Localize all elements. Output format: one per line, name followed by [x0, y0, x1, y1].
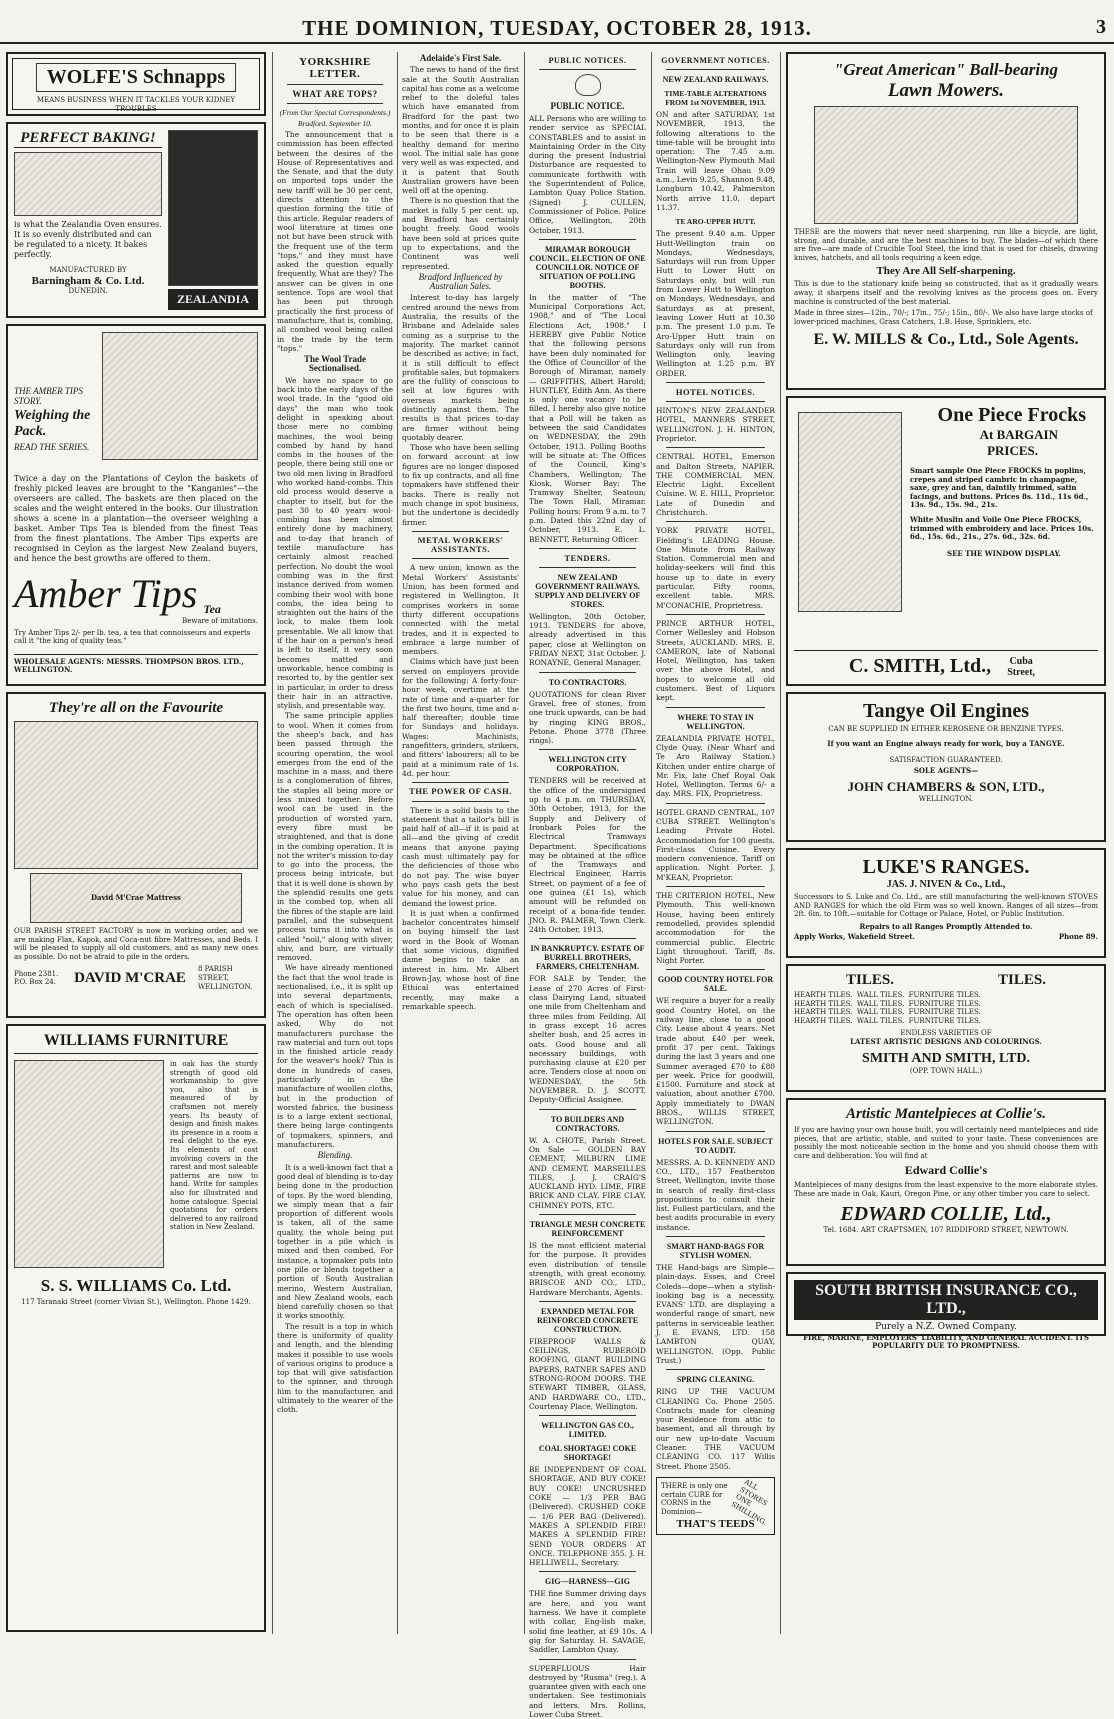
tiles-endless: ENDLESS VARIETIES OF: [900, 1029, 992, 1038]
paragraph: The same principle applies to wool. When it comes from the sheep's back, and has been passed through the scouring operation, the wool emerges from the end of the machine in a mass, and there is a conglomeration of fibres, the staples all being more or less mixed together. Before wool can be used in the production of worsted yarn, every fibre must be straightened, and that is done in the combing operation. It is not the writer's mission to-day to go into the process, the process being intricate, but that it is well done is shown by the splendid results one gets in the combed top, when all the fibres of the staple are laid parallel, and the subsequent process turns it into what is called "noil," along with sliver, shiv, and burr, are virtually removed.: [277, 711, 393, 963]
zealandia-hotel: ZEALANDIA PRIVATE HOTEL, Clyde Quay. (Near Wharf and Te Aro Railway Station.) Kitchen under entire charge of Mr. Fix, late Chef Royal Oak Hotel, Wellington. Terms 6/- a day. MRS. FIX, Proprietress.: [656, 733, 775, 799]
frocks-brand: C. SMITH, Ltd.,: [848, 655, 992, 677]
lukes-repairs: Repairs to all Ranges Promptly Attended to.: [859, 921, 1033, 931]
lukes-ranges-ad: [786, 848, 1106, 958]
handbags-text: THE Hand-bags are Simple—plain-days. Esses, and Creel Coleds—dope—when a stylish-looking bag is a necessity. EVANS' LTD. are displaying a wonderful range of smart, new patterns in serviceable leather. J. E. EVANS, LTD. 158 LAMBTON QUAY, WELLINGTON. (Opp. Public Trust.): [656, 1262, 775, 1365]
amber-beware: Beware of imitations.: [182, 617, 258, 625]
tangye-sub: CAN BE SUPPLIED IN EITHER KEROSENE OR BENZINE TYPES.: [828, 725, 1064, 733]
bankruptcy-title: IN BANKRUPTCY. ESTATE OF BURRELL BROTHERS, FARMERS, CHELTENHAM.: [530, 944, 645, 972]
section-heading: THE POWER OF CASH.: [409, 786, 512, 797]
zealandia-oven-ad: [6, 122, 266, 318]
article-body: [277, 130, 393, 1415]
good-hotel-title: GOOD COUNTRY HOTEL FOR SALE.: [657, 975, 774, 994]
column-yorkshire-letter: [277, 52, 393, 1634]
central-hotel: CENTRAL HOTEL, Emerson and Dalton Streets, NAPIER. THE COMMERCIAL MEN. Electric Light. Excellent Cuisine. W. E. HILL, Proprietor. Late of Dunedin and Christchurch.: [656, 452, 775, 517]
tangye-city: WELLINGTON.: [918, 795, 974, 804]
insurance-sub: Purely a N.Z. Owned Company.: [875, 1322, 1017, 1332]
lukes-apply: Apply Works, Wakefield Street.: [794, 932, 915, 942]
collie-copy2: Mantelpieces of many designs from the least expensive to the more elaborate styles. These are made in Oak, Kauri, Oregon Pine, or any other timber you care to select.: [794, 1181, 1098, 1198]
column-ads-right: [786, 52, 1106, 1634]
teeds-side: ALL STORES ONE SHILLING.: [729, 1477, 769, 1527]
stay-title: WHERE TO STAY IN WELLINGTON.: [677, 712, 754, 731]
insurance-title: SOUTH BRITISH INSURANCE CO., LTD.,: [794, 1280, 1098, 1320]
collie-copy: If you are having your own house built, you will certainly need mantelpieces and side pieces, that are artistic, stable, and suited to your taste. These conveniences are possibly the most noticeable section in the home and you should choose them with care and deliberation. You will find at: [794, 1126, 1098, 1160]
column-public-notices: [529, 52, 646, 1719]
favourite-copy: OUR PARISH STREET FACTORY is now in working order, and we are making Flax, Kapok, and Coca-nut fibre Mattresses, and Beds. I will be pleased to supply all old customers, and as many new ones as possible. Do not be afraid to pile in the orders.: [14, 927, 258, 961]
mowers-self-sharpening: They Are All Self-sharpening.: [876, 265, 1016, 278]
rail-tender-title: NEW ZEALAND GOVERNMENT RAILWAYS. SUPPLY AND DELIVERY OF STORES.: [534, 572, 641, 609]
section-heading: The Wool Trade Sectionalised.: [303, 354, 366, 374]
good-hotel-text: WE require a buyer for a really good Country Hotel, on the railway line, close to a good City. Lease about 4 years. Net trade about £40 per week, profit 37 per cent. Takings during the last 3 years and one Summer averaged £70 to £80 per week. Price for goodwill, £1500. Furniture and stock at valuation, about another £700. Apply immediately to DWAN BROS., WILLIS STREET, WELLINGTON.: [656, 996, 775, 1127]
contractors-text: QUOTATIONS for clean River Gravel, free of stones, from one truck upwards, can be had by ringing KING BROS., Petone. Phone 3778 (Three rings).: [529, 689, 646, 746]
timetable-title: TIME-TABLE ALTERATIONS FROM 1st NOVEMBER, 1913.: [664, 89, 767, 107]
wolfe-brand: WOLFE'S Schnapps: [36, 63, 236, 92]
article-subtitle: WHAT ARE TOPS?: [292, 89, 378, 99]
tiles-row: HEARTH TILES. WALL TILES. FURNITURE TILES.: [794, 1016, 981, 1025]
builders-title: TO BUILDERS AND CONTRACTORS.: [550, 1114, 625, 1133]
williams-address: 117 Taranaki Street (corner Vivian St.), Wellington. Phone 1429.: [21, 1298, 251, 1306]
tangye-guaranteed: SATISFACTION GUARANTEED.: [889, 756, 1003, 765]
tenders-title: TENDERS.: [564, 552, 611, 563]
wcc-text: TENDERS will be received at the office of the undersigned up to 4 p.m. on THURSDAY, 30th October, 1913, for the Supply and Delivery of Ironbark Poles for the Electrical Tramways Department. Specifications may be obtained at the office of the Tramways and Electrical Engineer, Harris Street, on payment of a fee of one guinea (£1 1s), which amount will be refunded on receipt of a bona-fide tender. JNO. R. PALMER, Town Clerk. 24th October, 1913.: [529, 776, 646, 935]
tiles-row: HEARTH TILES. WALL TILES. FURNITURE TILES.: [794, 991, 981, 999]
paragraph: It is just when a confirmed bachelor concentrates himself on buying himself the last word in the Book of Woman that some vicious, dignified dame begins to take an interest in him. Mr. Albert Brown-Jay, whose host of fine Ethical was entertained recently, may make a remarkable speech.: [402, 908, 519, 1011]
paragraph: Those who have been selling on forward account at low figures are no longer disposed to fix up contracts, and all fine topmakers have stiffened their backs. There is really not much change in spot business, but the undertone is decidedly firmer.: [402, 443, 519, 527]
gas-subtitle: COAL SHORTAGE! COKE SHORTAGE!: [538, 1444, 637, 1463]
article-dateline: Bradford, September 10.: [298, 119, 372, 128]
upper-hutt-title: TE ARO-UPPER HUTT.: [675, 217, 756, 227]
coat-of-arms-icon: [575, 74, 601, 96]
article-body: [402, 54, 519, 1011]
paragraph: It is a well-known fact that a good deal of blending is to-day being done in the production of tops. By the word blending, we simply mean that a fair proportion of different wools is taken, all of the same quality, the whole being put together in a pile which is mixed and then combed. For instance, a topmaker puts into one pile or blends together a portion of South Australian merino, Western Australian, and New Zealand wools, each blend carefully chosen so that it works smoothly.: [277, 1162, 393, 1321]
zealandia-copy: is what the Zealandia Oven ensures. It is so evenly distributed and can be regulated to a nicety. It bakes perfectly.: [14, 220, 162, 259]
collie-footer: Tel. 1684. ART CRAFTSMEN, 107 RIDDIFORD STREET, NEWTOWN.: [823, 1225, 1069, 1234]
rail-tender-text: Wellington, 20th October, 1913. TENDERS for above, already advertised in this paper, close at Wellington on FRIDAY NEXT, 31st October. J. RONAYNE, General Manager.: [529, 611, 646, 668]
bankruptcy-text: FOR SALE by Tender, the Lease of 270 Acres of First-class Dairying Land, situated one mile from Cheltenham and three miles from Feilding. All in grass except 16 acres shelter bush, and 25 acres in oats. Good house and all necessary buildings, with purchasing clause at £20 per acre. Tenders close at noon on WEDNESDAY, the 5th NOVEMBER. D. J. SCOTT, Deputy-Official Assignee.: [529, 974, 646, 1105]
mower-illustration: [814, 106, 1078, 224]
paragraph: The result is a top in which there is uniformity of quality and length, and the blending makes it possible to use wools of various origins to produce a top that will give satisfaction to the spinner, and through him to the manufacturer, and ultimately to the wearer of the cloth.: [277, 1321, 393, 1415]
gig-text: THE fine Summer driving days are here, and you want harness. We have it complete with collar, Eng-lish make, solid fine leather, at £9 10s. A gig for Saturday. H. SAVAGE, Saddler, Lambton Quay.: [529, 1589, 646, 1655]
section-heading: Adelaide's First Sale.: [419, 53, 502, 63]
frocks-sub2: PRICES.: [987, 443, 1038, 458]
frock-illustration: [798, 412, 902, 612]
paragraph: A new union, known as the Metal Workers' Assistants' Union, has been formed and registered in Wellington. It comprises workers in some thirty different occupations connected with the metal trades, and it is expected to embrace a large number of members.: [402, 563, 519, 657]
williams-copy: in oak has the sturdy strength of good old workmanship to give you, also that is measured of by craftsmen not merely years. Its beauty of design and finish makes its presence in a room a real delight to the eye. Its elements of cost involving covers in the rarest and most saleable patterns are now to hand. Write for samples also for illustrated and home catalogue. Special quotations for orders delivered to any railroad station in New Zealand.: [170, 1060, 258, 1232]
mowers-headline2: Lawn Mowers.: [887, 80, 1005, 101]
collie-mantelpieces-ad: [786, 1098, 1106, 1266]
mattress-label: David M'Crae Mattress: [90, 893, 181, 902]
section-heading: Blending.: [317, 1150, 353, 1161]
masthead: [0, 14, 1114, 44]
hotels-audit-text: MESSRS. A. D. KENNEDY AND CO., LTD., 157 Featherston Street, Wellington, invite those in search of really first-class propositions to consult their list. Fullest particulars, and the best audits procurable in every instance.: [656, 1157, 775, 1232]
york-hotel: YORK PRIVATE HOTEL, Fielding's LEADING House. One Minute from Railway Station. Commercial men and holiday-seekers will find this house up to date in every particular. Fifty rooms, excellent table. MRS. M'CONACHIE, Proprietress.: [656, 526, 775, 610]
zealandia-product: ZEALANDIA: [168, 289, 258, 310]
one-piece-frocks-ad: [786, 396, 1106, 686]
handbags-title: SMART HAND-BAGS FOR STYLISH WOMEN.: [666, 1241, 765, 1260]
mcrae-phone: Phone 2381. P.O. Box 24.: [14, 969, 59, 987]
tiles-ad: [786, 964, 1106, 1092]
gig-title: GIG—HARNESS—GIG: [545, 1577, 630, 1587]
wolfe-schnapps-ad: [6, 52, 266, 116]
paragraph: Interest to-day has largely centred around the news from Australia, the results of the Brisbane and Adelaide sales coming as a surprise to the majority. The market cannot be described as active; in fact, it is still difficult to effect profitable sales, but topmakers are the fullity of conscious to sell at low figures with overseas markets being distinctly against them. The results is that prices to-day are firmer without being quotably dearer.: [402, 293, 519, 442]
section-heading: METAL WORKERS' ASSISTANTS.: [417, 534, 504, 555]
column-government-hotels: [656, 52, 775, 1634]
mcrae-brand: DAVID M'CRAE: [74, 969, 186, 986]
amber-heading: Weighing the Pack.: [14, 408, 91, 439]
tangye-agents: JOHN CHAMBERS & SON, LTD.,: [847, 779, 1045, 795]
wcc-title: WELLINGTON CITY CORPORATION.: [548, 755, 627, 774]
collie-brand: EDWARD COLLIE, Ltd.,: [840, 1202, 1052, 1225]
masthead-title: THE DOMINION, TUESDAY, OCTOBER 28, 1913.: [302, 16, 812, 40]
tiles-latest: LATEST ARTISTIC DESIGNS AND COLOURINGS.: [850, 1036, 1042, 1046]
tangye-title: Tangye Oil Engines: [863, 700, 1029, 722]
police-notice-title: PUBLIC NOTICE.: [550, 101, 625, 111]
gas-title: WELLINGTON GAS CO., LIMITED.: [541, 1421, 634, 1440]
mesh-title: TRIANGLE MESH CONCRETE REINFORCEMENT: [529, 1220, 646, 1239]
amber-brand: Amber Tips: [14, 571, 198, 616]
zealandia-headline: PERFECT BAKING!: [14, 130, 162, 148]
paragraph: There is no question that the market is fully 5 per cent. up, and Bradford has certainly bought freely. Good wools have been sold at prices quite up to expectations, and the Continent was well represented.: [402, 196, 519, 271]
bedroom-illustration: [14, 721, 258, 869]
hotel-notices-title: HOTEL NOTICES.: [675, 387, 756, 398]
frocks-display: SEE THE WINDOW DISPLAY.: [947, 548, 1061, 558]
tiles-row: HEARTH TILES. WALL TILES. FURNITURE TILES.: [794, 1008, 981, 1017]
police-notice-text: ALL Persons who are willing to render service as SPECIAL CONSTABLES and to assist in Maintaining Order in the City during the present Industrial Disturbance are requested to communicate forthwith with the Superintendent of Police, Lambton Quay Police Station. (Signed) J. CULLEN, Commissioner of Police. Police Office, Wellington, 20th October, 1913.: [529, 114, 646, 235]
lawn-mowers-ad: [786, 52, 1106, 390]
amber-trial: Try Amber Tips 2/- per lb. tea, a tea that connoisseurs and experts call it "the king of quality teas.": [14, 628, 251, 646]
lukes-title: LUKE'S RANGES.: [862, 856, 1030, 878]
frocks-address: Cuba Street,: [1007, 655, 1036, 678]
council-notice-text: In the matter of "The Municipal Corporations Act, 1908," and of "The Local Elections Act, 1908." I HEREBY give Public Notice that the following persons have been duly nominated for the Office of Councillor of the Borough of Miramar, namely — GRIFFITHS, Albert Harold; HUNTLEY, Edith Ann. As there is only one vacancy to be filled, I hereby also give notice that a Poll will be taken as between the said Candidates on WEDNESDAY, the 29th October, 1913. Polling Booths will be situate at: The Offices of the Council, King's Chambers, Wellington; The Kiosk, Worser Bay; The Tramway Shelter, Seatoun; The Town Hall, Miramar. Polling hours: From 9 a.m. to 7 p.m. Dated this 22nd day of October, 1913. E. L. BENNETT, Returning Officer.: [529, 292, 646, 544]
mcrae-address: 8 PARISH STREET, WELLINGTON.: [198, 965, 253, 991]
page-number: 3: [1096, 16, 1106, 38]
tiles-address: (OPP. TOWN HALL.): [909, 1066, 983, 1075]
mowers-copy2: This is due to the stationary knife being so constructed, that as it gradually wears away, it sharpens itself and the revolving knives as the process goes on. Every machine is constructed of the best material.: [794, 280, 1098, 306]
south-british-insurance-ad: [786, 1272, 1106, 1351]
mowers-headline: "Great American" Ball-bearing: [833, 60, 1059, 79]
hotels-audit-title: HOTELS FOR SALE. SUBJECT TO AUDIT.: [658, 1136, 773, 1155]
amber-copy: Twice a day on the Plantations of Ceylon the baskets of freshly picked leaves are brought to the "Kanganies"—the overseers are called. The baskets are then placed on the scales and the weight entered in the books. Our illustration shows a scene in a plantation—the overseer weighing a basket. Amber Tips Tea is blended from the finest Teas from the finest plantations. The Amber Tips experts are recognised in Ceylon as the largest New Zealand buyers, and hence the best growths are offered to them.: [14, 474, 258, 563]
nzr-title: NEW ZEALAND RAILWAYS.: [662, 75, 769, 84]
amber-tips-tea-ad: [6, 324, 266, 686]
metal-text: FIREPROOF WALLS & CEILINGS, RUBEROID ROOFING, GIANT BUILDING PAPERS, RATNER SAFES AND STRONG-ROOM DOORS. THE STEWART TIMBER, GLASS, AND HARDWARE CO., LTD., Courtenay Place, Wellington.: [529, 1336, 646, 1411]
frocks-copy2: White Muslin and Voile One Piece FROCKS, trimmed with embroidery and lace. Prices 10s. 6d., 15s. 6d., 21s., 27s. 6d., 32s. 6d.: [910, 514, 1094, 542]
frocks-sub1: At BARGAIN: [979, 427, 1058, 442]
paragraph: The news to hand of the first sale at the South Australian capital has come as a welcome relief to the doleful tales which have emanated from Bradford for the past two months, and for once it is plain to be seen that there is a healthy demand for merino wool. The initial sale has gone very well as was expected, and it is patent that South Australian growers have been well off at the opening.: [402, 65, 519, 196]
grand-central-hotel: HOTEL GRAND CENTRAL, 107 CUBA STREET. Wellington's Leading Private Hotel. Accommodation for 100 guests. First-class Cuisine. Every modern convenience. Tariff on application. Night Porter. J. M'KEAN, Proprietor.: [656, 807, 775, 882]
tiles-title-right: TILES.: [998, 972, 1046, 988]
hinton-hotel: HINTON'S NEW ZEALANDER HOTEL, MANNERS STREET, WELLINGTON. J. H. HINTON, Proprietor.: [656, 406, 775, 443]
favourite-headline: They're all on the Favourite: [48, 700, 224, 716]
amber-agents: WHOLESALE AGENTS: MESSRS. THOMPSON BROS. LTD., WELLINGTON.: [14, 654, 258, 675]
mattress-illustration: [30, 873, 242, 923]
tangye-oil-engines-ad: [786, 692, 1106, 842]
zealandia-oven-illustration: [168, 130, 258, 286]
lukes-copy: Successors to S. Luke and Co. Ltd., are still manufacturing the well-known STOVES AND RANGES for which the old Firm was so well known. Ranges of all sizes—from 2ft. 6in. to 10ft.—suitable for Cottage or Palace, Hotel, or Public Institution.: [794, 893, 1098, 919]
mowers-copy: THESE are the mowers that never need sharpening, run like a bicycle, are light, strong, and durable, and are the best machines to buy. The blades—of which there are five—are made of Crucible Tool Steel, the kind that is used for chisels, drawing knives, hatchets, and all tools requiring a keen edge.: [794, 228, 1098, 262]
williams-company: S. S. WILLIAMS Co. Ltd.: [40, 1276, 232, 1295]
gas-text: BE INDEPENDENT OF COAL SHORTAGE, AND BUY COKE! BUY COKE! UNCRUSHED COKE — 1/3 PER BAG (Delivered). CRUSHED COKE — 1/6 PER BAG (Delivered). MAKES A SPLENDID FIRE! MAKES A SPLENDID FIRE! SEND YOUR ORDERS AT ONCE. TELEPHONE 355. J. H. HELLIWELL, Secretary.: [529, 1465, 646, 1568]
mesh-text: IS the most efficient material for the purpose. It provides even distribution of tensile strength, with great economy. BRISCOE AND CO., LTD., Hardware Merchants, Agents.: [529, 1241, 646, 1297]
spring-title: SPRING CLEANING.: [676, 1375, 755, 1385]
david-mcrae-mattress-ad: [6, 692, 266, 1018]
plantation-illustration: [102, 332, 258, 460]
tiles-row: HEARTH TILES. WALL TILES. FURNITURE TILES.: [794, 999, 981, 1008]
teeds-brand: THAT'S TEEDS: [676, 1518, 755, 1531]
collie-name: Edward Collie's: [904, 1163, 988, 1178]
tangye-agents-label: SOLE AGENTS—: [913, 765, 979, 775]
zealandia-city: DUNEDIN.: [68, 286, 108, 295]
gov-notices-title: GOVERNMENT NOTICES.: [661, 56, 770, 65]
baker-illustration: [14, 152, 162, 216]
article-byline: (From Our Special Correspondents.): [279, 108, 391, 117]
williams-brand: WILLIAMS FURNITURE: [14, 1032, 258, 1054]
paragraph: We have no space to go back into the early days of the wool trade. In the "good old days" the man who took delight in speaking about those mere no combing machines, the wool being combed by hand by hand combs in the houses of the people, there being still one or two old men living in Bradford who worked hand-combs. This old process would deserve a chapter to itself, but for the past 30 to 40 years wool-combing has been almost entirely done by machinery, and to-day that branch of textile manufacture has certainly almost reached perfection. No doubt the wool combing was in the first instance derived from women combing their wool with bone combs, the idea being to straighten out the hairs of the lock, to make them look presentable. We all know that if the hair on a person's head is left to itself, it very soon becomes matted and unworkable, hence combing is resorted to, by the gentler sex in particular, in order to dress their hair in an attractive, stylish, and presentable way.: [277, 375, 393, 711]
zealandia-maker-label: MANUFACTURED BY: [49, 266, 127, 274]
hair-text: SUPERFLUOUS Hair destroyed by "Rusma" (reg.). A guarantee given with each one undertaken. See testimonials and letters. Mrs. Rollins, Lower Cuba Street.: [529, 1663, 646, 1719]
mowers-agent: E. W. MILLS & Co., Ltd., Sole Agents.: [813, 331, 1079, 349]
public-notices-title: PUBLIC NOTICES.: [548, 56, 627, 65]
insurance-lines: FIRE, MARINE, EMPLOYERS' LIABILITY, AND GENERAL ACCIDENT. ITS POPULARITY DUE TO PROMPTNESS.: [803, 1332, 1089, 1351]
criterion-hotel: THE CRITERION HOTEL, New Plymouth. This well-known House, having been entirely remodelled, provides splendid accommodation for the commercial public. Electric Light throughout. Tariff, 8s. Night Porter.: [656, 891, 775, 966]
tiles-title-left: TILES.: [846, 972, 894, 988]
paragraph: Claims which have just been served on employers provide for the following: A forty-four-hour week, overtime at the rate of time and a-quarter for the first two hours, time and a-half thereafter; double time for Sundays and holidays. Wages: Machinists, rangefitters, grinders, strikers, and fitters' labourers; all to be paid at a minimum rate of 1s. 4d. per hour.: [402, 657, 519, 778]
metal-title: EXPANDED METAL FOR REINFORCED CONCRETE CONSTRUCTION.: [536, 1306, 639, 1334]
tangye-buy: If you want an Engine always ready for work, buy a TANGYE.: [827, 738, 1065, 748]
paragraph: We have already mentioned the fact that the wool trade is sectionalised, i.e., it is split up into several departments, each of which is specialised. The operation has often been asked, Why do not manufacturers purchase the raw material and turn out tops in the finished article ready for the weaver's hook? This is done in hundreds of cases, particularly in the manufacture of woollen cloths, but in the production of worsted fabrics, the business is to a large extent sectional, there being large contingents of topmakers, spinners, and manufacturers.: [277, 963, 393, 1150]
upper-hutt-text: The present 9.40 a.m. Upper Hutt-Wellington train on Mondays, Wednesdays, Saturdays will run from Upper Hutt to Lower Hutt on Saturdays only, but will run from Lower Hutt to Wellington on Mondays, Wednesdays, and Saturdays as at present, leaving Lower Hutt at 10.30 p.m. The present 1.0 p.m. Te Aro-Upper Hutt train on Saturdays only will run from Wellington only, leaving Wellington at 1.25 p.m. BY ORDER.: [656, 229, 775, 378]
column-ads-left: [6, 52, 266, 1634]
amber-brand-suffix: Tea: [203, 602, 221, 616]
section-heading: Bradford Influenced by Australian Sales.: [418, 271, 503, 292]
paragraph: The announcement that a commission has been effected between the desires of the House of Representatives and the Senate, and that the duty on imported tops under the new tariff will be 30 per cent, directs attention to the question forming the title of this article. Regular readers of wool literature at times one not but have been struck with the frequent use of the term "tops," and they must have asked the question equally frequently, What are they? The answer can be given in one sentence. Tops are wool that has been put through practically the first process of manufacture, that is, combing, all combed wool being called in the trade by the term "tops.": [277, 130, 393, 353]
collie-title: Artistic Mantelpieces at Collie's.: [846, 1106, 1046, 1122]
timetable-text: ON and after SATURDAY, 1st NOVEMBER, 1913, the following alterations to the time-table will be brought into operation: The 7.45 a.m. Wellington-New Plymouth Mail Train will leave Ohau 9.09 a.m., Levin 9.25, Shannon 9.48, Longburn 10.42, Palmerston North arrive 11.0, depart 11.37.: [656, 110, 776, 212]
williams-furniture-ad: [6, 1024, 266, 1632]
teeds-corn-cure-ad: [656, 1477, 775, 1535]
spring-text: RING UP THE VACUUM CLEANING Co. Phone 2505. Contracts made for cleaning your Residence from attic to basement, and all through by our new up-to-date Vacuum Cleaner. THE VACUUM CLEANING CO. 117 Willis Street. Phone 2505.: [656, 1387, 775, 1471]
lukes-company: JAS. J. NIVEN & Co., Ltd.,: [886, 879, 1006, 890]
prince-arthur-hotel: PRINCE ARTHUR HOTEL, Corner Wellesley and Hobson Streets, AUCKLAND. MRS. E. CAMERON, late of National Hotel, Wellington, has taken over the above Hotel, and hopes to welcome all old customers. Best of Liquors kept.: [656, 618, 775, 703]
amber-story: THE AMBER TIPS STORY.: [14, 386, 83, 406]
mowers-sizes: Made in three sizes—12in., 70/-; 17in., 75/-; 15in., 80/-. We also have large stocks of lower-priced machines, Grass Catchers, 1.B. Hose, Sprinklers, etc.: [794, 309, 1093, 326]
oak-chair-illustration: [14, 1060, 164, 1268]
frocks-copy1: Smart sample One Piece FROCKS in poplins, crepes and striped cambric in champagne, saxe, grey and tan, daintily trimmed, satin facings, and buttons. Prices 8s. 11d., 11s 6d., 13s. 9d., 15s. 9d., 21s.: [910, 466, 1089, 510]
builders-text: W. A. CHOTE, Parish Street. On Sale — GOLDEN BAY CEMENT, MILBURN LIME AND CEMENT, MARSEILLES TILES, J. J. CRAIG'S AUCKLAND HYD. LIME, FIRE BRICK AND CLAY, FIRE CLAY, CHIMNEY POTS, ETC.: [529, 1135, 646, 1210]
council-notice-title: MIRAMAR BOROUGH COUNCIL. ELECTION OF ONE COUNCILLOR. NOTICE OF SITUATION OF POLLING BOOTHS.: [529, 244, 646, 290]
wolfe-tagline: MEANS BUSINESS WHEN IT TACKLES YOUR KIDNEY TROUBLES: [36, 96, 236, 113]
teeds-top: THERE is only one certain CURE for CORNS in the Dominion—: [661, 1481, 728, 1516]
zealandia-maker: Barningham & Co. Ltd.: [31, 274, 145, 287]
amber-read: READ THE SERIES.: [14, 442, 90, 452]
contractors-title: TO CONTRACTORS.: [548, 677, 627, 687]
article-title: YORKSHIRE LETTER.: [299, 56, 371, 80]
column-wool-sales: [402, 52, 519, 1634]
paragraph: There is a solid basis to the statement that a tailor's bill is paid half of all—if it is paid at all—and the giving of credit means that anyone paying cash must ultimately pay for the deficiencies of those who do not pay. The wise buyer who pays cash gets the best value for his money, and can demand the lowest price.: [402, 805, 519, 908]
tiles-brand: SMITH AND SMITH, LTD.: [862, 1050, 1030, 1066]
lukes-phone: Phone 89.: [1058, 932, 1098, 942]
frocks-title: One Piece Frocks: [937, 404, 1086, 426]
